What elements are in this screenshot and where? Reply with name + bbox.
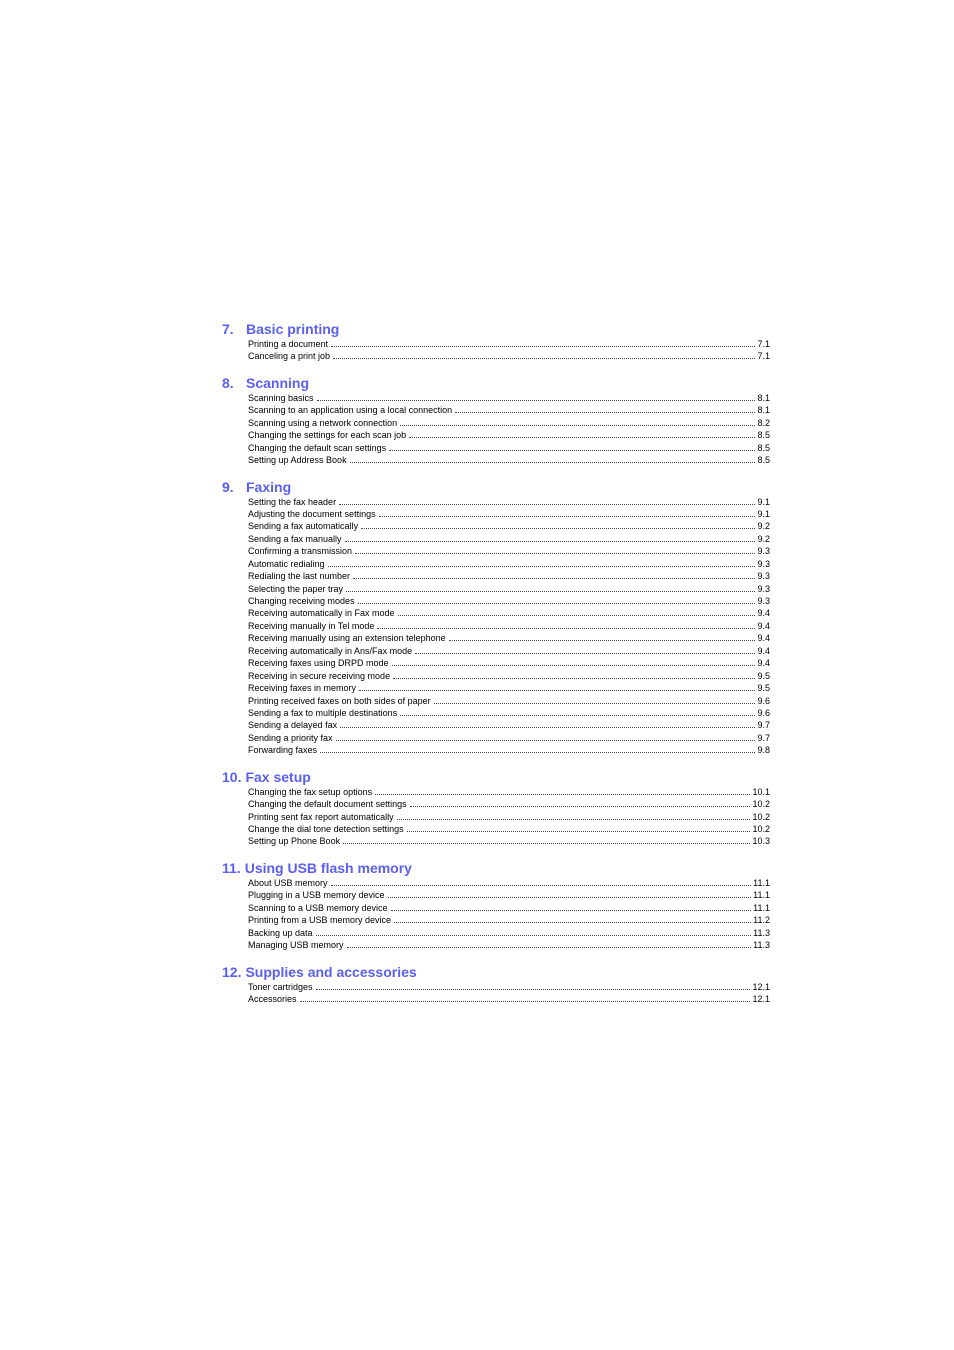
toc-entry[interactable] (248, 570, 770, 582)
dot-leader (379, 508, 756, 517)
toc-entry[interactable] (248, 682, 770, 694)
entry-page-number: 9.5 (757, 683, 770, 694)
entry-title: Receiving faxes using DRPD mode (248, 658, 389, 669)
dot-leader (397, 811, 751, 820)
entry-title: About USB memory (248, 877, 328, 888)
dot-leader (375, 786, 750, 795)
dot-leader (391, 902, 752, 911)
entry-page-number: 9.2 (757, 521, 770, 532)
dot-leader (331, 877, 752, 886)
toc-entry[interactable] (248, 429, 770, 441)
section-title: Using USB flash memory (244, 859, 412, 876)
toc-entry[interactable] (248, 558, 770, 570)
entry-title: Sending a fax to multiple destinations (248, 707, 398, 718)
toc-entry[interactable] (248, 719, 770, 731)
entry-title: Change the dial tone detection settings (248, 824, 404, 834)
entry-page-number: 9.5 (757, 670, 770, 681)
dot-leader (343, 835, 750, 844)
entry-page-number: 9.3 (757, 583, 770, 594)
toc-entry[interactable] (248, 877, 770, 889)
entry-page-number: 7.1 (757, 339, 770, 349)
toc-entry[interactable] (248, 835, 770, 847)
entry-page-number: 7.1 (757, 351, 770, 362)
entry-page-number: 9.3 (757, 596, 770, 606)
entry-page-number: 9.6 (757, 695, 770, 706)
toc-entry[interactable] (248, 889, 770, 901)
entry-title: Printing from a USB memory device (248, 915, 392, 926)
entry-title: Printing received faxes on both sides of paper (248, 695, 431, 706)
entry-title: Changing receiving modes (248, 596, 355, 606)
dot-leader (346, 583, 755, 592)
entry-title: Receiving manually in Tel mode (248, 620, 375, 631)
toc-entry[interactable] (248, 496, 770, 508)
dot-leader (359, 682, 755, 691)
table-of-contents (222, 320, 770, 1016)
toc-entry[interactable] (248, 454, 770, 466)
dot-leader (340, 719, 755, 728)
dot-leader (328, 558, 756, 567)
dot-leader (389, 442, 755, 451)
toc-entry[interactable] (248, 417, 770, 429)
entry-title: Changing the fax setup options (248, 786, 373, 797)
entry-title: Selecting the paper tray (248, 583, 344, 594)
toc-entry[interactable] (248, 442, 770, 454)
entry-title: Managing USB memory (248, 940, 344, 951)
section-heading[interactable] (222, 963, 770, 981)
toc-entry[interactable] (248, 732, 770, 744)
toc-section (222, 963, 770, 1006)
toc-entry[interactable] (248, 744, 770, 756)
dot-leader (317, 392, 756, 401)
section-entries (222, 338, 770, 363)
section-title: Faxing (246, 478, 292, 495)
toc-entry[interactable] (248, 595, 770, 607)
toc-section (222, 478, 770, 757)
toc-entry[interactable] (248, 645, 770, 657)
toc-entry[interactable] (248, 533, 770, 545)
entry-page-number: 10.2 (752, 811, 770, 822)
entry-title: Receiving in secure receiving mode (248, 670, 391, 681)
entry-title: Redialing the last number (248, 571, 351, 582)
entry-title: Printing sent fax report automatically (248, 811, 394, 822)
dot-leader (393, 670, 755, 679)
dot-leader (300, 993, 751, 1002)
section-title: Basic printing (246, 321, 340, 337)
toc-entry[interactable] (248, 902, 770, 914)
entry-title: Automatic redialing (248, 558, 325, 569)
entry-page-number: 12.1 (752, 981, 770, 992)
entry-page-number: 11.1 (753, 890, 770, 901)
toc-entry[interactable] (248, 798, 770, 810)
toc-entry[interactable] (248, 350, 770, 362)
entry-page-number: 8.5 (757, 442, 770, 453)
dot-leader (394, 914, 751, 923)
dot-leader (361, 520, 755, 529)
entry-title: Setting the fax header (248, 496, 337, 507)
entry-page-number: 8.5 (757, 455, 770, 466)
section-heading[interactable] (222, 859, 770, 877)
section-number: 7. (222, 321, 234, 337)
entry-page-number: 9.4 (757, 608, 770, 619)
toc-entry[interactable] (248, 338, 770, 350)
entry-title: Sending a fax manually (248, 533, 342, 544)
dot-leader (320, 744, 755, 753)
entry-title: Changing the settings for each scan job (248, 430, 407, 441)
entry-title: Changing the default document settings (248, 799, 407, 810)
entry-page-number: 9.4 (757, 633, 770, 644)
section-number: 12. (222, 963, 242, 980)
entry-page-number: 11.1 (753, 877, 770, 888)
entry-page-number: 10.2 (752, 799, 770, 810)
section-title: Supplies and accessories (245, 963, 417, 980)
entry-title: Backing up data (248, 927, 313, 938)
toc-section (222, 768, 770, 848)
entry-title: Accessories (248, 993, 297, 1004)
entry-page-number: 10.3 (752, 836, 770, 847)
toc-entry[interactable] (248, 607, 770, 619)
section-entries (222, 877, 770, 952)
entry-page-number: 9.4 (757, 620, 770, 631)
entry-title: Toner cartridges (248, 981, 313, 992)
section-entries (222, 392, 770, 467)
section-heading[interactable] (222, 768, 770, 786)
toc-entry[interactable] (248, 620, 770, 632)
entry-page-number: 11.1 (753, 902, 770, 913)
entry-page-number: 8.1 (757, 405, 770, 416)
toc-entry[interactable] (248, 981, 770, 993)
entry-page-number: 9.8 (757, 745, 770, 756)
entry-title: Scanning using a network connection (248, 417, 398, 428)
dot-leader (398, 607, 756, 616)
toc-entry[interactable] (248, 508, 770, 520)
toc-entry[interactable] (248, 993, 770, 1005)
dot-leader (377, 620, 755, 629)
entry-title: Sending a delayed fax (248, 720, 338, 731)
entry-page-number: 11.3 (753, 940, 770, 951)
entry-title: Receiving automatically in Fax mode (248, 608, 395, 619)
dot-leader (316, 981, 751, 990)
entry-page-number: 9.3 (757, 558, 770, 569)
entry-page-number: 9.4 (757, 658, 770, 669)
section-entries (222, 981, 770, 1006)
dot-leader (333, 350, 755, 359)
dot-leader (434, 695, 756, 704)
section-title: Scanning (246, 374, 310, 391)
entry-title: Receiving faxes in memory (248, 683, 357, 694)
section-entries (222, 786, 770, 848)
section-number: 9. (222, 478, 234, 495)
section-heading[interactable] (222, 374, 770, 392)
entry-title: Changing the default scan settings (248, 442, 387, 453)
section-heading[interactable] (222, 478, 770, 496)
entry-page-number: 9.1 (757, 508, 770, 519)
dot-leader (350, 454, 756, 463)
entry-page-number: 10.1 (752, 786, 770, 797)
entry-title: Sending a priority fax (248, 732, 333, 743)
dot-leader (339, 496, 755, 505)
toc-section (222, 859, 770, 952)
toc-entry[interactable] (248, 545, 770, 557)
dot-leader (316, 927, 752, 936)
dot-leader (400, 707, 755, 716)
entry-title: Printing a document (248, 339, 329, 349)
dot-leader (415, 645, 755, 654)
entry-page-number: 9.7 (757, 732, 770, 743)
entry-page-number: 9.4 (757, 645, 770, 656)
entry-page-number: 8.2 (757, 417, 770, 428)
dot-leader (455, 404, 755, 413)
toc-entry[interactable] (248, 520, 770, 532)
section-entries (222, 496, 770, 757)
toc-entry[interactable] (248, 695, 770, 707)
entry-page-number: 9.6 (757, 707, 770, 718)
entry-title: Scanning to a USB memory device (248, 902, 388, 913)
entry-title: Forwarding faxes (248, 745, 318, 756)
dot-leader (345, 533, 756, 542)
entry-title: Sending a fax automatically (248, 521, 359, 532)
dot-leader (410, 798, 751, 807)
dot-leader (355, 545, 755, 554)
toc-entry[interactable] (248, 939, 770, 951)
dot-leader (336, 732, 756, 741)
section-title: Fax setup (245, 768, 311, 785)
section-number: 11. (222, 859, 241, 876)
entry-title: Setting up Address Book (248, 455, 347, 466)
toc-section (222, 374, 770, 467)
dot-leader (388, 889, 752, 898)
toc-entry[interactable] (248, 707, 770, 719)
toc-entry[interactable] (248, 404, 770, 416)
section-heading[interactable] (222, 320, 770, 338)
toc-entry[interactable] (248, 583, 770, 595)
toc-entry[interactable] (248, 823, 770, 835)
dot-leader (392, 657, 756, 666)
entry-page-number: 12.1 (752, 993, 770, 1004)
entry-page-number: 9.3 (757, 571, 770, 582)
entry-title: Adjusting the document settings (248, 508, 376, 519)
entry-page-number: 11.3 (753, 927, 770, 938)
entry-page-number: 9.7 (757, 720, 770, 731)
entry-title: Scanning basics (248, 392, 314, 403)
entry-page-number: 8.5 (757, 430, 770, 441)
section-number: 10. (222, 768, 242, 785)
dot-leader (407, 823, 751, 832)
entry-title: Scanning to an application using a local connection (248, 405, 453, 416)
entry-title: Canceling a print job (248, 351, 331, 362)
entry-page-number: 11.2 (753, 915, 770, 926)
dot-leader (400, 417, 755, 426)
entry-page-number: 9.3 (757, 546, 770, 557)
toc-entry[interactable] (248, 392, 770, 404)
entry-title: Setting up Phone Book (248, 836, 341, 847)
toc-entry[interactable] (248, 786, 770, 798)
toc-entry[interactable] (248, 632, 770, 644)
entry-title: Receiving manually using an extension telephone (248, 633, 446, 644)
section-number: 8. (222, 374, 234, 391)
dot-leader (358, 595, 756, 604)
dot-leader (449, 632, 756, 641)
dot-leader (347, 939, 752, 948)
entry-title: Plugging in a USB memory device (248, 890, 385, 901)
entry-title: Receiving automatically in Ans/Fax mode (248, 645, 413, 656)
toc-entry[interactable] (248, 914, 770, 926)
entry-page-number: 10.2 (752, 824, 770, 834)
dot-leader (331, 338, 755, 347)
toc-entry[interactable] (248, 657, 770, 669)
toc-section (222, 320, 770, 363)
toc-entry[interactable] (248, 927, 770, 939)
entry-title: Confirming a transmission (248, 546, 353, 557)
dot-leader (409, 429, 755, 438)
entry-page-number: 8.1 (757, 392, 770, 403)
dot-leader (353, 570, 755, 579)
toc-entry[interactable] (248, 811, 770, 823)
toc-entry[interactable] (248, 670, 770, 682)
entry-page-number: 9.1 (757, 496, 770, 507)
entry-page-number: 9.2 (757, 533, 770, 544)
